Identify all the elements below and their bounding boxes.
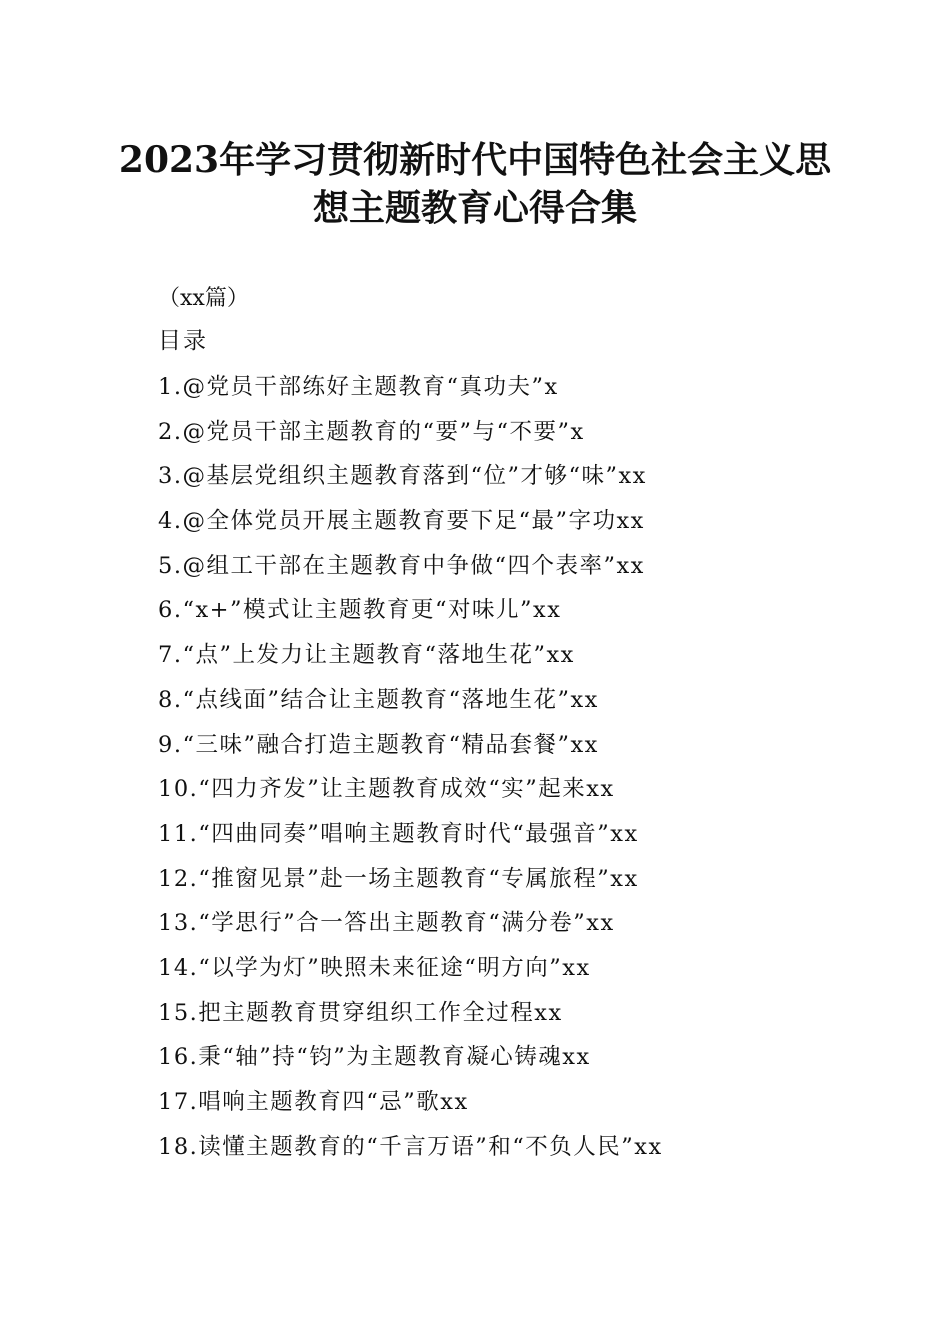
toc-item: 6.“x+”模式让主题教育更“对味儿”xx <box>158 597 562 624</box>
toc-heading: 目录 <box>158 328 208 354</box>
title-line-2: 想主题教育心得合集 <box>312 187 637 229</box>
document-title <box>100 136 850 232</box>
toc-item: 12.“推窗见景”赴一场主题教育“专属旅程”xx <box>158 865 639 892</box>
table-of-contents <box>158 370 663 1174</box>
toc-item: 2.@党员干部主题教育的“要”与“不要”x <box>158 418 585 445</box>
article-count: （xx篇） <box>158 286 249 311</box>
toc-item: 18.读懂主题教育的“千言万语”和“不负人民”xx <box>158 1133 663 1160</box>
toc-item: 7.“点”上发力让主题教育“落地生花”xx <box>158 642 575 669</box>
toc-item: 4.@全体党员开展主题教育要下足“最”字功xx <box>158 508 645 535</box>
toc-item: 1.@党员干部练好主题教育“真功夫”x <box>158 374 559 400</box>
toc-item: 10.“四力齐发”让主题教育成效“实”起来xx <box>158 776 615 803</box>
toc-item: 13.“学思行”合一答出主题教育“满分卷”xx <box>158 910 615 937</box>
toc-item: 16.秉“轴”持“钧”为主题教育凝心铸魂xx <box>158 1044 591 1071</box>
toc-item: 11.“四曲同奏”唱响主题教育时代“最强音”xx <box>158 820 639 847</box>
toc-item: 9.“三味”融合打造主题教育“精品套餐”xx <box>158 731 599 758</box>
toc-item: 8.“点线面”结合让主题教育“落地生花”xx <box>158 686 599 713</box>
title-line-1: 2023年学习贯彻新时代中国特色社会主义思 <box>118 139 832 181</box>
toc-item: 5.@组工干部在主题教育中争做“四个表率”xx <box>158 552 645 579</box>
toc-item: 15.把主题教育贯穿组织工作全过程xx <box>158 999 563 1026</box>
toc-item: 14.“以学为灯”映照未来征途“明方向”xx <box>158 954 591 981</box>
toc-item: 17.唱响主题教育四“忌”歌xx <box>158 1089 469 1115</box>
toc-item: 3.@基层党组织主题教育落到“位”才够“味”xx <box>158 463 647 490</box>
